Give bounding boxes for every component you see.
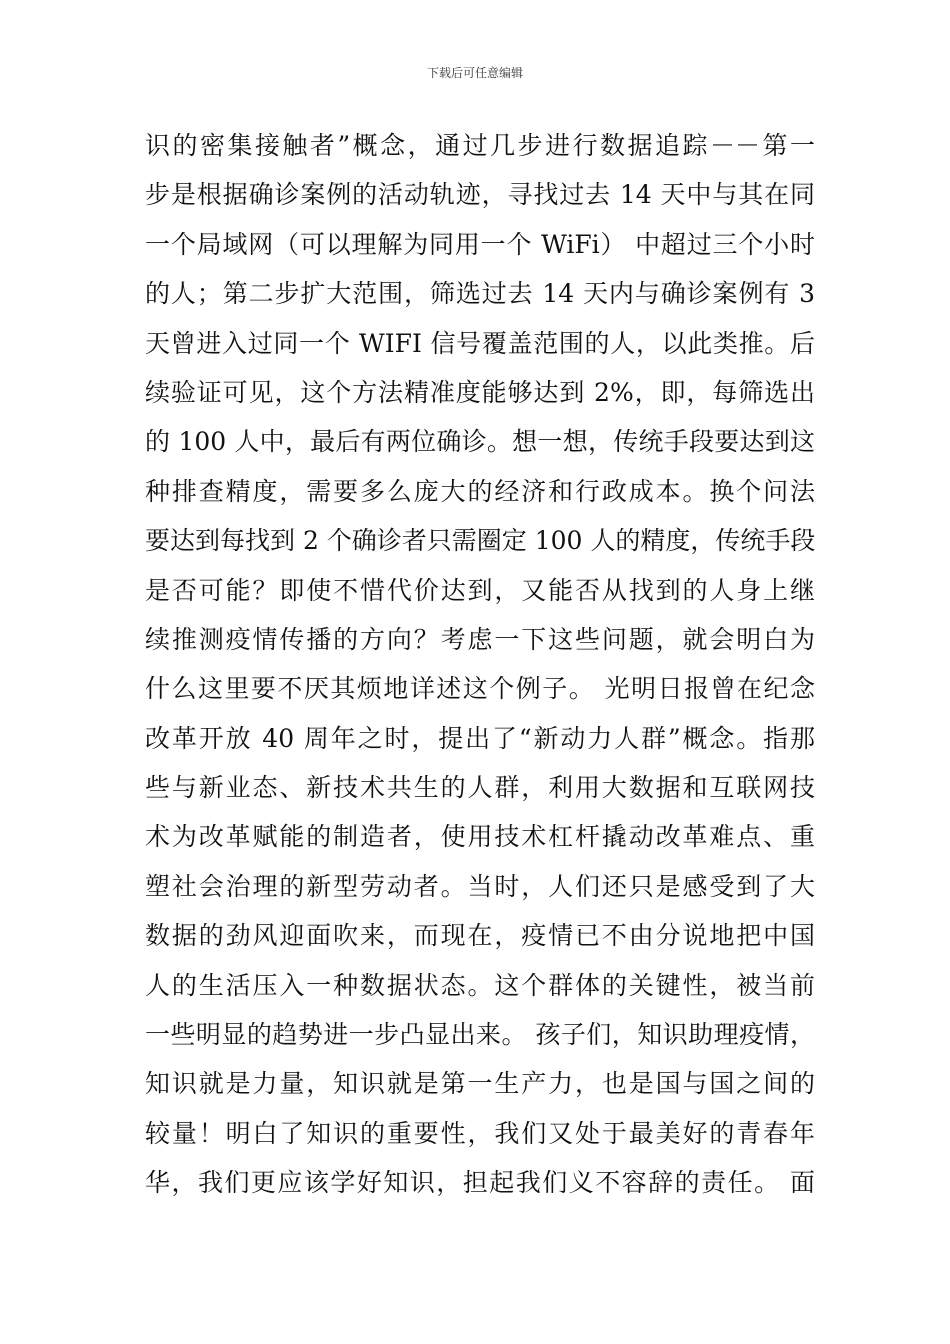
text-line: 什么这里要不厌其烦地详述这个例子。 光明日报曾在纪念 bbox=[145, 674, 815, 704]
text-line: 种排查精度，需要多么庞大的经济和行政成本。换个问法 bbox=[145, 476, 815, 506]
text-line: 的人；第二步扩大范围，筛选过去 14 天内与确诊案例有 3 bbox=[145, 279, 815, 309]
text-line: 一个局域网（可以理解为同用一个 WiFi） 中超过三个小时 bbox=[145, 229, 815, 259]
text-line: 华，我们更应该学好知识，担起我们义不容辞的责任。 面 bbox=[145, 1168, 815, 1198]
text-line: 人的生活压入一种数据状态。这个群体的关键性，被当前 bbox=[145, 970, 815, 1000]
text-line: 改革开放 40 周年之时，提出了“新动力人群”概念。指那 bbox=[145, 723, 815, 753]
text-line: 较量！明白了知识的重要性，我们又处于最美好的青春年 bbox=[145, 1118, 815, 1148]
text-line: 识的密集接触者”概念，通过几步进行数据追踪－－第一 bbox=[145, 131, 815, 160]
text-line: 知识就是力量，知识就是第一生产力，也是国与国之间的 bbox=[145, 1069, 815, 1099]
page-header: 下载后可任意编辑 bbox=[426, 66, 523, 80]
text-line: 步是根据确诊案例的活动轨迹，寻找过去 14 天中与其在同 bbox=[145, 180, 815, 210]
text-line: 术为改革赋能的制造者，使用技术杠杆撬动改革难点、重 bbox=[145, 822, 815, 852]
text-line: 一些明显的趋势进一步凸显出来。 孩子们，知识助理疫情， bbox=[145, 1020, 815, 1050]
text-line: 些与新业态、新技术共生的人群，利用大数据和互联网技 bbox=[145, 773, 815, 803]
text-line: 续推测疫情传播的方向？考虑一下这些问题，就会明白为 bbox=[145, 624, 815, 654]
body-text bbox=[145, 128, 815, 1215]
text-line: 天曾进入过同一个 WIFI 信号覆盖范围的人，以此类推。后 bbox=[145, 328, 815, 358]
text-line: 塑社会治理的新型劳动者。当时，人们还只是感受到了大 bbox=[145, 871, 815, 901]
text-line: 续验证可见，这个方法精准度能够达到 2%，即，每筛选出 bbox=[145, 377, 815, 407]
text-line: 要达到每找到 2 个确诊者只需圈定 100 人的精度，传统手段 bbox=[145, 526, 815, 556]
text-line: 数据的劲风迎面吹来，而现在，疫情已不由分说地把中国 bbox=[145, 921, 815, 951]
text-line: 的 100 人中，最后有两位确诊。想一想，传统手段要达到这 bbox=[145, 427, 815, 457]
text-line: 是否可能？即使不惜代价达到，又能否从找到的人身上继 bbox=[145, 575, 815, 605]
